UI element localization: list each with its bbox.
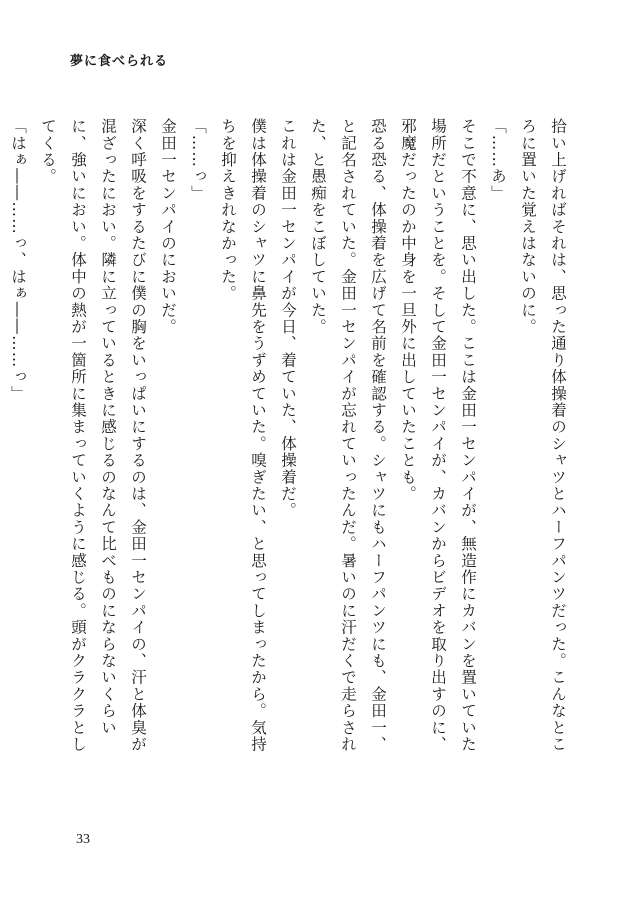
paragraph: 「はぁ――……っ、はぁ――……っ」	[9, 118, 27, 402]
paragraph: 深く呼吸をするたびに僕の胸をいっぱいにするのは、金田一センパイの、汗と体臭が混ざったにおい。隣に立っているときに感じるのなんて比べものにならないくらいに、強いにおい。体中の熱が一箇所に集まっていくように感じる。頭がクラクラとしてくる。	[39, 118, 147, 753]
paragraph: これは金田一センパイが今日、着ていた、体操着だ。	[279, 118, 297, 519]
paragraph: 金田一センパイのにおいだ。	[159, 118, 177, 336]
paragraph: 恐る恐る、体操着を広げて名前を確認する。シャツにもハーフパンツにも、金田一、と記名されていた。金田一センパイが忘れていったんだ。暑いのに汗だくで走らされた、と愚痴をこぼしていた。	[309, 118, 387, 753]
running-head: 夢に食べられる	[70, 54, 169, 69]
paragraph: 「……っ」	[189, 118, 207, 202]
paragraph: 「……あ」	[489, 118, 507, 202]
vertical-body-text	[9, 118, 573, 758]
page-number: 33	[76, 832, 90, 847]
paragraph: そこで不意に、思い出した。ここは金田一センパイが、無造作にカバンを置いていた場所だということを。そして金田一センパイが、カバンからビデオを取り出すのに、邪魔だったのか中身を一旦外に出していたことも。	[399, 118, 477, 753]
paragraph: 僕は体操着のシャツに鼻先をうずめていた。嗅ぎたい、と思ってしまったから。気持ちを抑えきれなかった。	[219, 118, 267, 753]
paragraph: 拾い上げればそれは、思った通り体操着のシャツとハーフパンツだった。こんなところに置いた覚えはないのに。	[519, 118, 567, 753]
